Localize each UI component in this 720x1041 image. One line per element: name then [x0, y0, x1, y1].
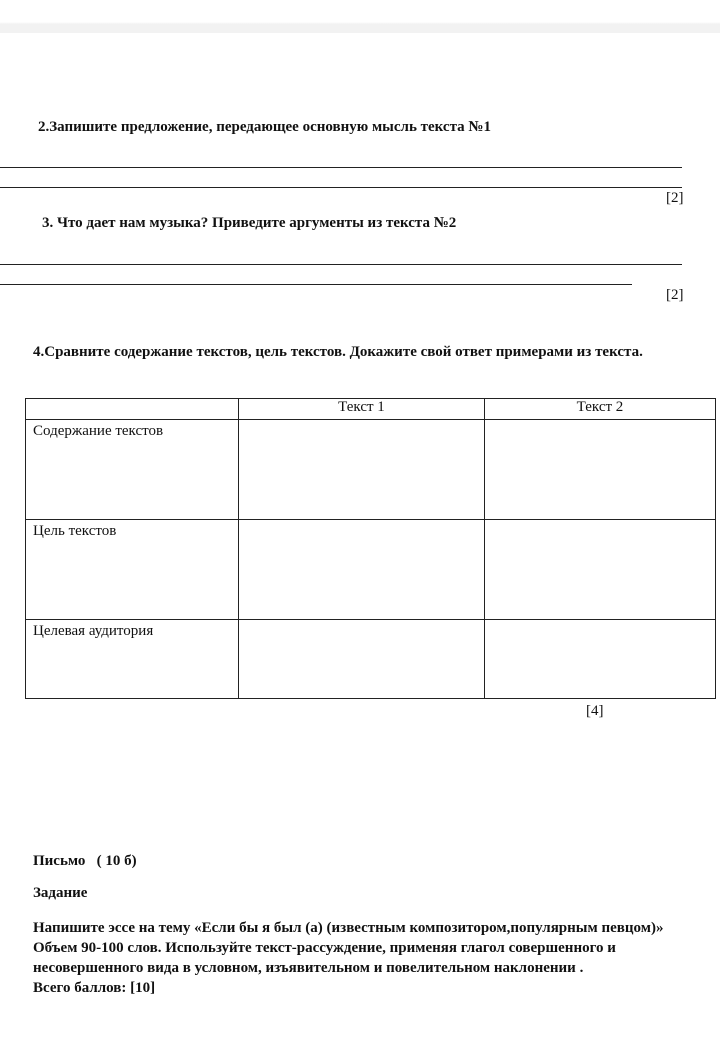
letter-heading: Письмо ( 10 б)	[33, 853, 137, 869]
answer-cell-purpose-text2[interactable]	[485, 520, 716, 620]
table-row	[26, 520, 716, 620]
row-label-content: Содержание текстов	[26, 420, 239, 520]
question-4-title: 4.Сравните содержание текстов, цель текстов. Докажите свой ответ примерами из текста.	[33, 344, 643, 360]
answer-line-3b[interactable]	[0, 284, 632, 285]
answer-cell-content-text2[interactable]	[485, 420, 716, 520]
essay-task-block	[33, 918, 703, 998]
question-4-score: [4]	[586, 703, 604, 719]
table-row	[26, 620, 716, 699]
answer-line-3a[interactable]	[0, 264, 682, 265]
answer-cell-content-text1[interactable]	[239, 420, 485, 520]
answer-cell-audience-text1[interactable]	[239, 620, 485, 699]
row-label-purpose: Цель текстов	[26, 520, 239, 620]
total-score: Всего баллов: [10]	[33, 980, 156, 996]
table-header-text1: Текст 1	[239, 399, 485, 420]
question-3-score: [2]	[666, 287, 684, 303]
answer-cell-purpose-text1[interactable]	[239, 520, 485, 620]
answer-line-2a[interactable]	[0, 167, 682, 168]
table-row	[26, 420, 716, 520]
question-2-title: 2.Запишите предложение, передающее основную мысль текста №1	[38, 119, 491, 135]
table-header-row	[26, 399, 716, 420]
task-label: Задание	[33, 885, 88, 901]
question-2-score: [2]	[666, 190, 684, 206]
comparison-table	[25, 398, 716, 699]
answer-line-2b[interactable]	[0, 187, 682, 188]
row-label-audience: Целевая аудитория	[26, 620, 239, 699]
table-header-cell	[26, 399, 239, 420]
top-band	[0, 0, 720, 33]
question-3-title: 3. Что дает нам музыка? Приведите аргументы из текста №2	[42, 215, 457, 231]
table-header-text2: Текст 2	[485, 399, 716, 420]
essay-task-text: Напишите эссе на тему «Если бы я был (а) (известным композитором,популярным певцом)» Объем 90-100 слов. Используйте текст-рассуждение, применяя глагол совершенного и несовершенного вида в условном, изъявительном и повелительном наклонении .	[33, 920, 664, 976]
answer-cell-audience-text2[interactable]	[485, 620, 716, 699]
